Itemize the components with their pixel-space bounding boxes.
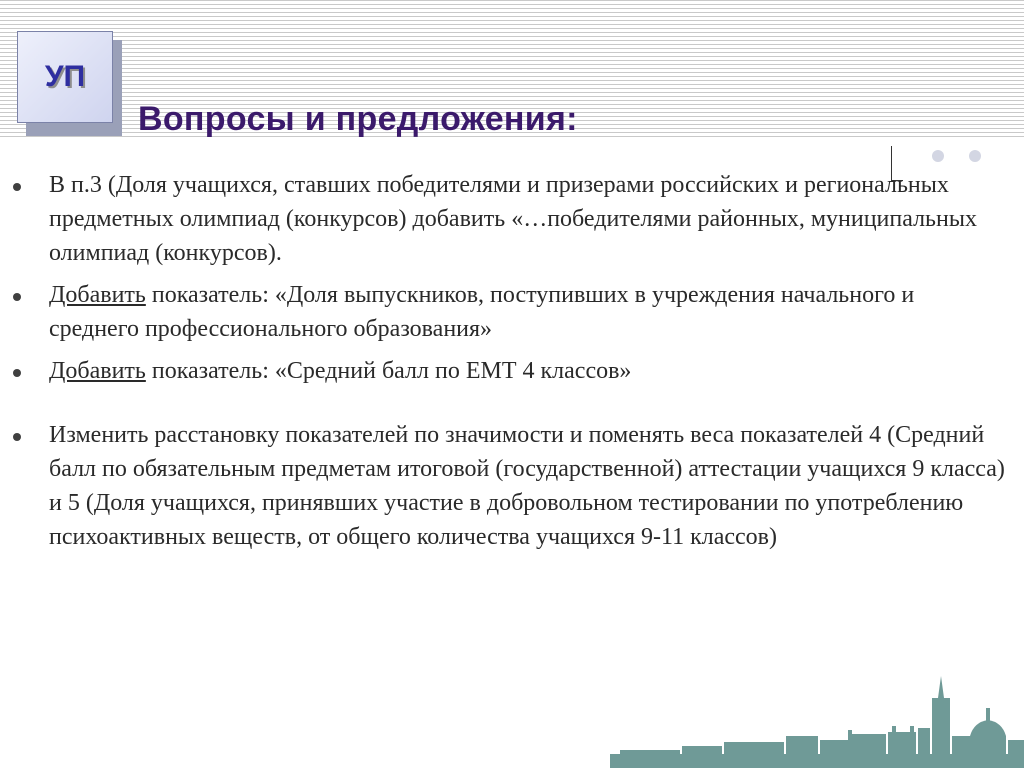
item-lead: Добавить — [49, 358, 146, 384]
list-item — [0, 354, 1010, 388]
bullet-list — [0, 168, 1010, 562]
item-text: В п.3 (Доля учащихся, ставших победителями и призерами российских и региональных предметных олимпиад (конкурсов) добавить «…победителями районных, муниципальных олимпиад (конкурсов). — [49, 172, 977, 266]
item-lead: Добавить — [49, 282, 146, 308]
item-text: Изменить расстановку показателей по значимости и поменять веса показателей 4 (Средний балл по обязательным предметам итоговой (государственной) аттестации учащихся 9 класса) и 5 (Доля учащихся, принявших участие в добровольном тестировании по употреблению психоактивных веществ, от общего количества учащихся 9-11 классов) — [49, 422, 1005, 550]
list-item — [0, 418, 1010, 554]
city-skyline-icon — [610, 670, 1024, 768]
item-text: показатель: «Доля выпускников, поступивших в учреждения начального и среднего профессионального образования» — [49, 282, 915, 342]
decor-dot — [969, 150, 981, 162]
item-text: показатель: «Средний балл по ЕМТ 4 классов» — [145, 358, 632, 384]
logo-badge — [17, 31, 113, 123]
logo-text: УП — [44, 60, 86, 93]
slide-title: Вопросы и предложения: — [138, 100, 578, 138]
list-item — [0, 278, 1010, 346]
list-item — [0, 168, 1010, 270]
decor-dot — [932, 150, 944, 162]
